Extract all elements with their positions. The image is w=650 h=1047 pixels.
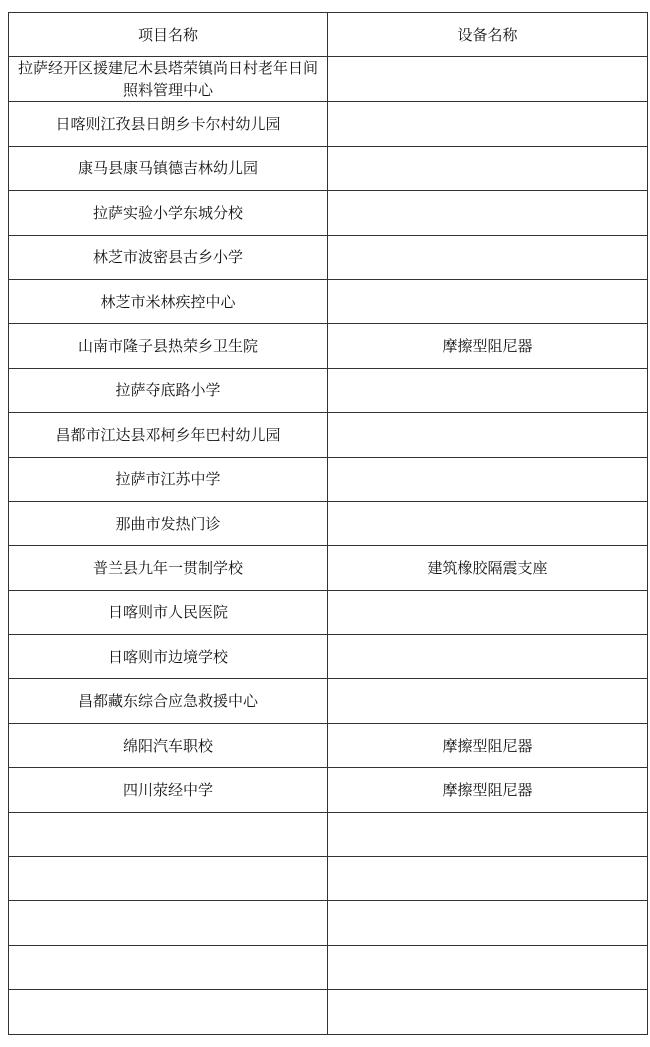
project-name-cell (9, 990, 328, 1034)
project-name-cell: 拉萨经开区援建尼木县塔荣镇尚日村老年日间照料管理中心 (9, 57, 328, 102)
device-name-cell (328, 812, 648, 856)
device-name-cell (328, 279, 648, 323)
project-name-cell: 拉萨实验小学东城分校 (9, 191, 328, 235)
project-name-cell: 山南市隆子县热荣乡卫生院 (9, 324, 328, 368)
table-header-row (9, 13, 648, 57)
table-row (9, 324, 648, 368)
column-header-project-name: 项目名称 (9, 13, 328, 57)
table-row (9, 279, 648, 323)
table-row (9, 590, 648, 634)
project-name-cell: 日喀则市边境学校 (9, 635, 328, 679)
project-name-cell: 日喀则江孜县日朗乡卡尔村幼儿园 (9, 102, 328, 146)
device-name-cell (328, 990, 648, 1034)
device-name-cell (328, 102, 648, 146)
project-name-cell: 林芝市波密县古乡小学 (9, 235, 328, 279)
table-row (9, 635, 648, 679)
project-name-cell: 昌都藏东综合应急救援中心 (9, 679, 328, 723)
table-row (9, 857, 648, 901)
device-name-cell (328, 635, 648, 679)
device-name-cell: 摩擦型阻尼器 (328, 768, 648, 812)
device-name-cell (328, 57, 648, 102)
project-name-cell: 康马县康马镇德吉林幼儿园 (9, 146, 328, 190)
project-name-cell: 那曲市发热门诊 (9, 501, 328, 545)
project-name-cell (9, 945, 328, 989)
device-name-cell (328, 590, 648, 634)
project-name-cell: 日喀则市人民医院 (9, 590, 328, 634)
table-row (9, 57, 648, 102)
device-name-cell (328, 413, 648, 457)
table-row (9, 990, 648, 1034)
table-row (9, 146, 648, 190)
table-row (9, 235, 648, 279)
device-name-cell: 摩擦型阻尼器 (328, 723, 648, 767)
table-row (9, 102, 648, 146)
table-row (9, 945, 648, 989)
device-name-cell (328, 501, 648, 545)
table-row (9, 679, 648, 723)
device-name-cell (328, 191, 648, 235)
project-name-cell (9, 857, 328, 901)
table-row (9, 768, 648, 812)
table-row (9, 457, 648, 501)
device-name-cell (328, 235, 648, 279)
project-name-cell (9, 812, 328, 856)
device-name-cell (328, 857, 648, 901)
project-name-cell: 拉萨市江苏中学 (9, 457, 328, 501)
project-name-cell: 林芝市米林疾控中心 (9, 279, 328, 323)
table-row (9, 546, 648, 590)
device-name-cell (328, 901, 648, 945)
project-name-cell: 普兰县九年一贯制学校 (9, 546, 328, 590)
project-name-cell: 四川荥经中学 (9, 768, 328, 812)
table-row (9, 413, 648, 457)
table-row (9, 368, 648, 412)
device-name-cell (328, 679, 648, 723)
device-name-cell (328, 945, 648, 989)
table-row (9, 812, 648, 856)
device-name-cell: 摩擦型阻尼器 (328, 324, 648, 368)
device-name-cell (328, 457, 648, 501)
project-name-cell: 拉萨夺底路小学 (9, 368, 328, 412)
table-row (9, 501, 648, 545)
device-name-cell (328, 146, 648, 190)
table-row (9, 191, 648, 235)
device-name-cell (328, 368, 648, 412)
project-device-table (8, 12, 648, 1035)
table-row (9, 901, 648, 945)
project-name-cell (9, 901, 328, 945)
table-row (9, 723, 648, 767)
device-name-cell: 建筑橡胶隔震支座 (328, 546, 648, 590)
project-name-cell: 昌都市江达县邓柯乡年巴村幼儿园 (9, 413, 328, 457)
column-header-device-name: 设备名称 (328, 13, 648, 57)
project-name-cell: 绵阳汽车职校 (9, 723, 328, 767)
